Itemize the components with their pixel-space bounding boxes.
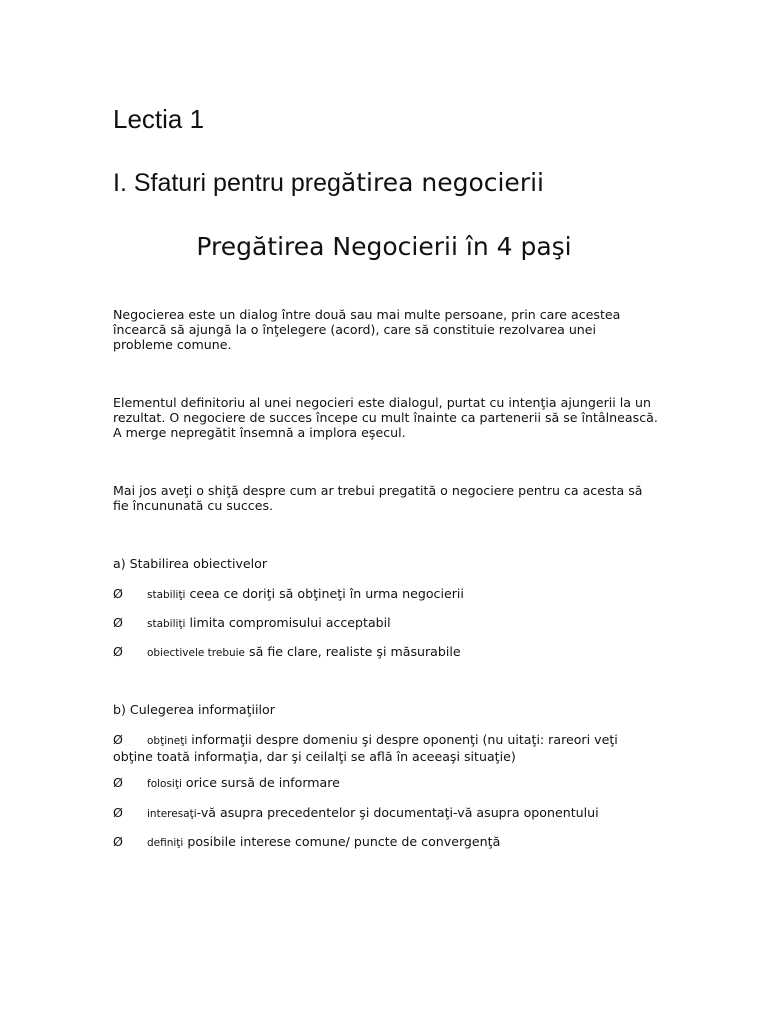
section-a-heading: a) Stabilirea obiectivelor	[113, 556, 268, 571]
paragraph-definition: Elementul definitoriu al unei negocieri este dialogul, purtat cu intenţia ajungerii la un rezultat. O negociere de succes începe cu mult înainte ca partenerii să se întâlnească. A merge nepregătit însemnă a implora eşecul.	[113, 395, 658, 440]
list-item-lead: obţineţi	[147, 735, 188, 747]
list-item	[113, 775, 658, 792]
list-item-text: ceea ce doriţi să obţineţi în urma negocierii	[185, 586, 464, 601]
list-item	[113, 644, 658, 661]
paragraph-outline: Mai jos aveţi o shiţă despre cum ar trebui pregatită o negociere pentru ca acesta să fie încununată cu succes.	[113, 483, 643, 513]
bullet-icon: Ø	[113, 615, 123, 630]
list-item-lead: folosiţi	[147, 778, 182, 790]
section-b-heading: b) Culegerea informaţiilor	[113, 702, 275, 717]
list-item-text: posibile interese comune/ puncte de convergenţă	[183, 834, 501, 849]
list-item-lead: stabiliţi	[147, 618, 186, 630]
bullet-icon: Ø	[113, 732, 123, 747]
list-item-text: orice sursă de informare	[181, 775, 340, 790]
list-item	[113, 805, 658, 822]
list-item-lead: stabiliţi	[147, 589, 186, 601]
list-item	[113, 732, 658, 764]
bullet-icon: Ø	[113, 644, 123, 659]
section-heading	[113, 168, 544, 198]
list-item	[113, 615, 658, 632]
bullet-icon: Ø	[113, 834, 123, 849]
section-heading-rest: ătirea negocierii	[340, 168, 544, 197]
list-item-text: să fie clare, realiste şi măsurabile	[245, 644, 461, 659]
list-item-lead: interesaţi	[147, 808, 197, 820]
bullet-icon: Ø	[113, 775, 123, 790]
bullet-icon: Ø	[113, 805, 123, 820]
section-heading-label: I. Sfaturi pentru preg	[113, 169, 341, 197]
list-item-text: -vă asupra precedentelor şi documentaţi-vă asupra oponentului	[196, 805, 599, 820]
list-item-lead: obiectivele trebuie	[147, 647, 246, 659]
center-heading: Pregătirea Negocierii în 4 paşi	[196, 232, 572, 261]
list-item	[113, 834, 658, 851]
lesson-title: Lectia 1	[113, 104, 205, 134]
list-item-text: limita compromisului acceptabil	[185, 615, 391, 630]
list-item-text: informaţii despre domeniu şi despre oponenţi (nu uitaţi: rareori veţi obţine toată informaţia, dar şi ceilalţi se află în aceeaşi situaţie)	[113, 732, 618, 764]
list-item-lead: definiţi	[147, 837, 184, 849]
bullet-icon: Ø	[113, 586, 123, 601]
list-item	[113, 586, 658, 603]
paragraph-intro: Negocierea este un dialog între două sau mai multe persoane, prin care acestea încearcă să ajungă la o înţelegere (acord), care să constituie rezolvarea unei probleme comune.	[113, 307, 621, 352]
